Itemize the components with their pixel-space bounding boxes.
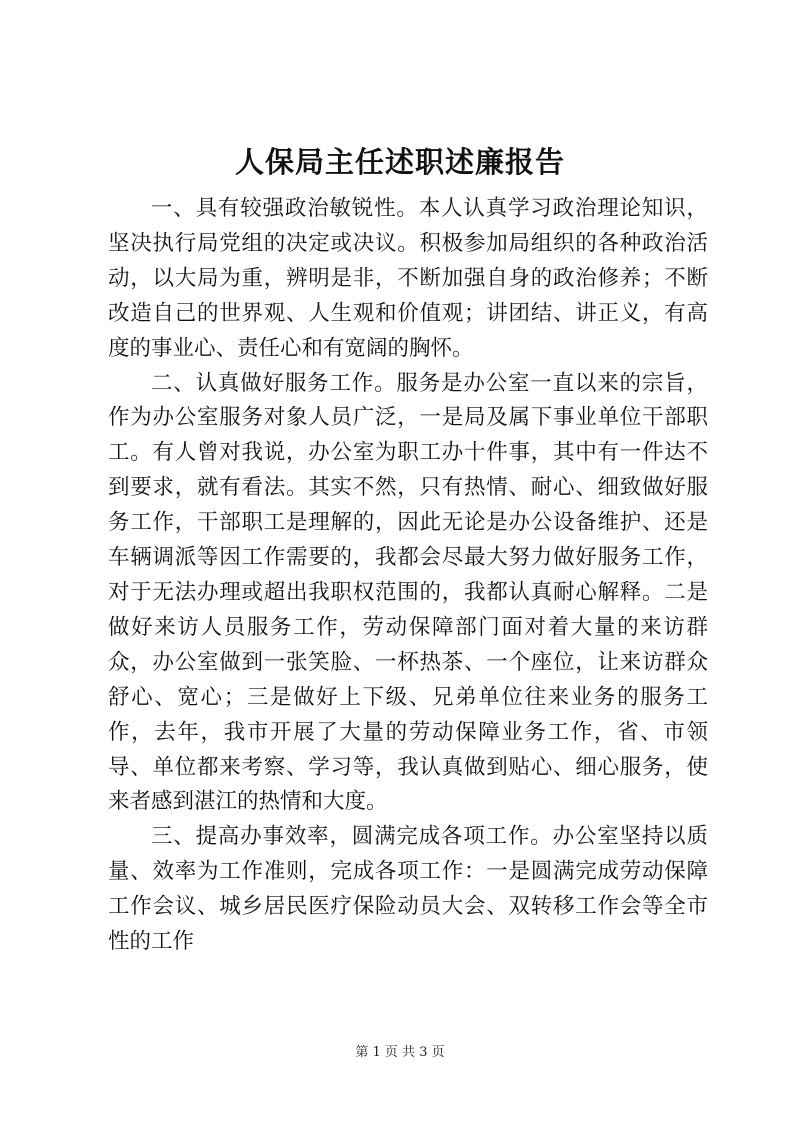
page-title: 人保局主任述职述廉报告 — [234, 145, 565, 179]
page-footer: 第 1 页 共 3 页 — [355, 1045, 445, 1060]
document-body — [108, 192, 708, 960]
paragraph-3: 三、提高办事效率，圆满完成各项工作。办公室坚持以质量、效率为工作准则，完成各项工作：一是圆满完成劳动保障工作会议、城乡居民医疗保险动员大会、双转移工作会等全市性的工作 — [108, 824, 708, 955]
paragraph-1: 一、具有较强政治敏锐性。本人认真学习政治理论知识，坚决执行局党组的决定或决议。积极参加局组织的各种政治活动，以大局为重，辨明是非，不断加强自身的政治修养；不断改造自己的世界观、人生观和价值观；讲团结、讲正义，有高度的事业心、责任心和有宽阔的胸怀。 — [108, 196, 708, 361]
paragraph-2: 二、认真做好服务工作。服务是办公室一直以来的宗旨，作为办公室服务对象人员广泛，一是局及属下事业单位干部职工。有人曾对我说，办公室为职工办十件事，其中有一件达不到要求，就有看法。其实不然，只有热情、耐心、细致做好服务工作，干部职工是理解的，因此无论是办公设备维护、还是车辆调派等因工作需要的，我都会尽最大努力做好服务工作，对于无法办理或超出我职权范围的，我都认真耐心解释。二是做好来访人员服务工作，劳动保障部门面对着大量的来访群众，办公室做到一张笑脸、一杯热茶、一个座位，让来访群众舒心、宽心；三是做好上下级、兄弟单位往来业务的服务工作，去年，我市开展了大量的劳动保障业务工作，省、市领导、单位都来考察、学习等，我认真做到贴心、细心服务，使来者感到湛江的热情和大度。 — [108, 370, 708, 815]
